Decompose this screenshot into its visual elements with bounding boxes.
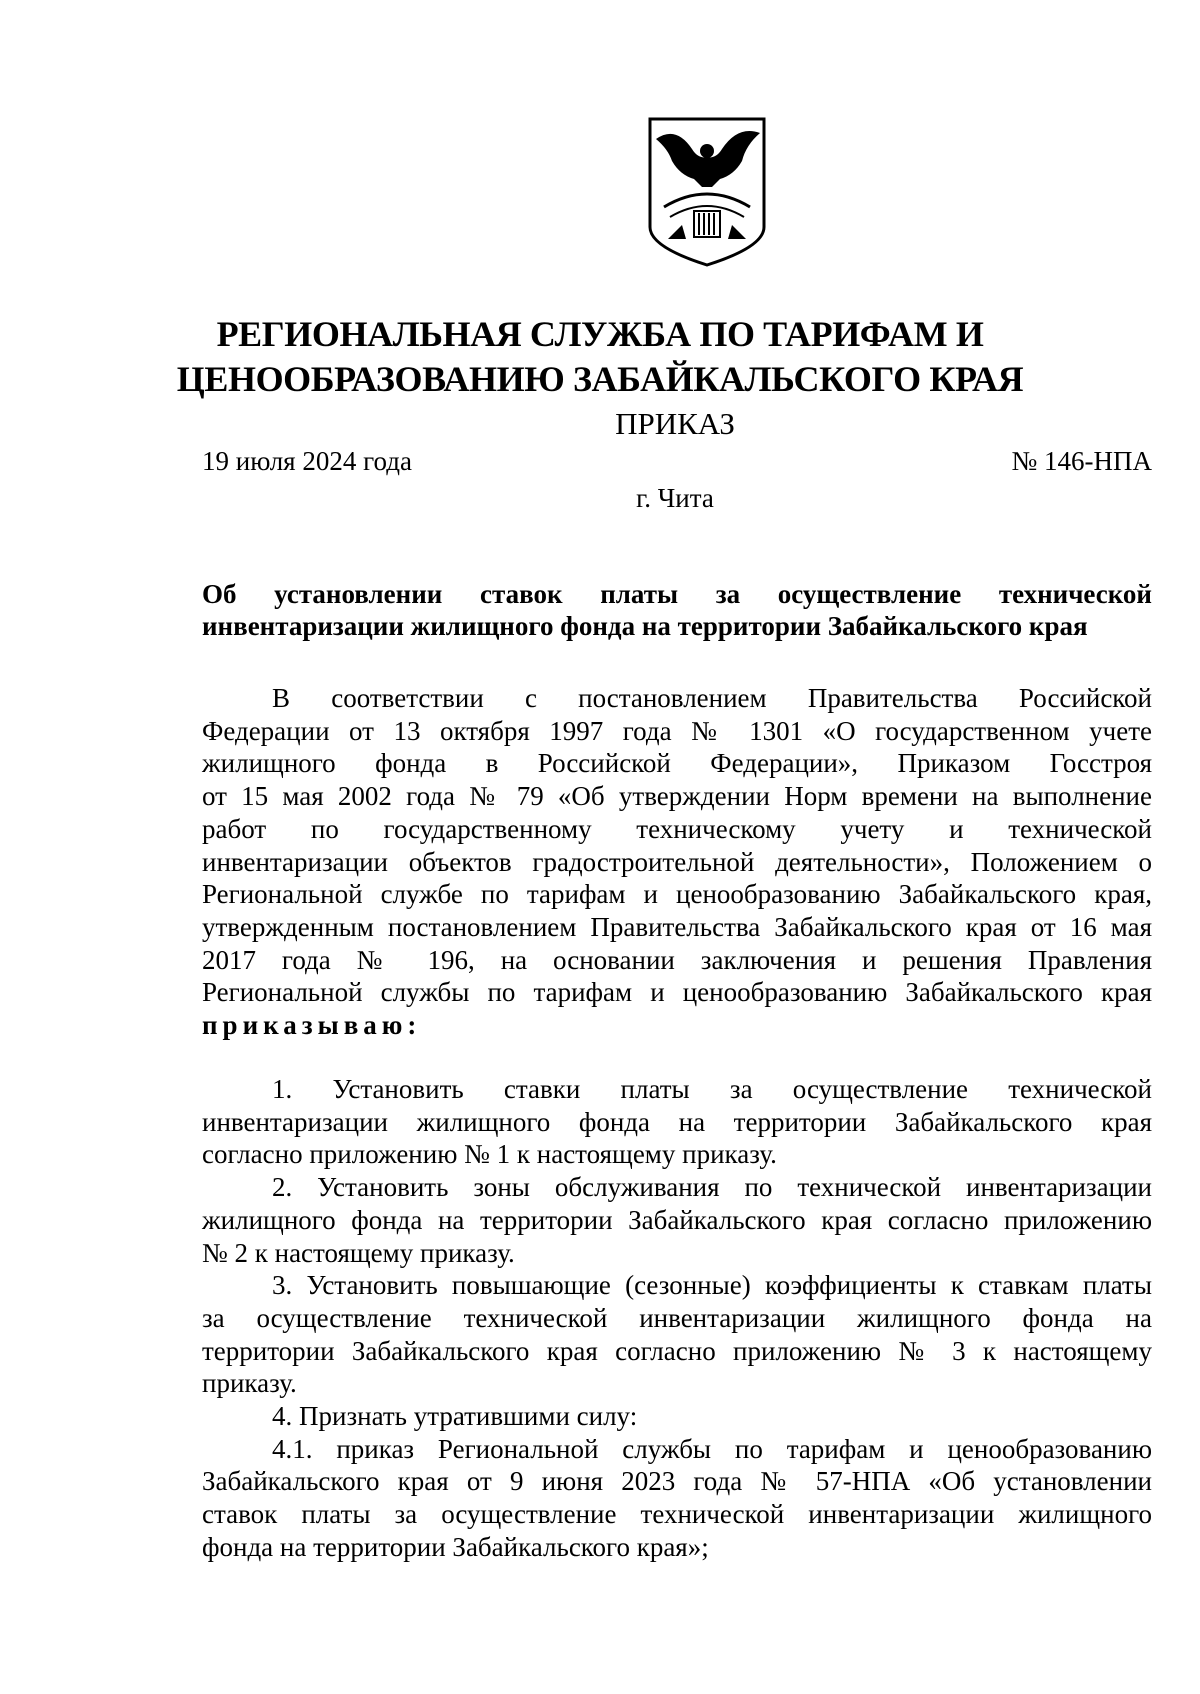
item-2-line: 2. Установить зоны обслуживания по технической инвентаризации [272,1172,1152,1203]
preamble-line: утвержденным постановлением Правительства Забайкальского края от 16 мая [202,911,1152,942]
preamble-line: Региональной службе по тарифам и ценообразованию Забайкальского края, [202,879,1152,910]
order-word: приказываю: [202,1010,422,1041]
preamble-paragraph [202,682,1152,1042]
organization-title [0,312,1200,402]
item-4-1-line: ставок платы за осуществление технической инвентаризации жилищного [202,1499,1152,1530]
document-subject [202,578,1152,642]
item-1-line: 1. Установить ставки платы за осуществление технической [272,1074,1152,1104]
item-4-1-line: фонда на территории Забайкальского края»; [202,1531,709,1562]
preamble-line: от 15 мая 2002 года № 79 «Об утверждении Норм времени на выполнение [202,781,1152,812]
preamble-line: 2017 года № 196, на основании заключения и решения Правления [202,944,1152,975]
item-3-line: приказу. [202,1368,297,1399]
item-4-line: 4. Признать утратившими силу: [272,1401,638,1432]
item-3-line: 3. Установить повышающие (сезонные) коэффициенты к ставкам платы [272,1270,1152,1301]
preamble-line: Федерации от 13 октября 1997 года № 1301 «О государственном учете [202,715,1152,746]
item-1-line: инвентаризации жилищного фонда на территории Забайкальского края [202,1106,1152,1137]
subject-line: инвентаризации жилищного фонда на территории Забайкальского края [202,611,1088,641]
preamble-line: В соответствии с постановлением Правительства Российской [272,683,1152,713]
document-city: г. Чита [636,483,714,513]
document-date: 19 июля 2024 года [202,446,412,476]
item-2-line: жилищного фонда на территории Забайкальского края согласно приложению [202,1204,1152,1235]
item-4-1-line: Забайкальского края от 9 июня 2023 года № 57-НПА «Об установлении [202,1466,1152,1497]
order-items [202,1073,1152,1564]
preamble-line: жилищного фонда в Российской Федерации», Приказом Госстроя [202,748,1152,779]
document-type: ПРИКАЗ [615,406,735,441]
item-1-line: согласно приложению № 1 к настоящему приказу. [202,1139,777,1170]
preamble-line: Региональной службы по тарифам и ценообразованию Забайкальского края [202,977,1152,1008]
preamble-line: работ по государственному техническому учету и технической [202,813,1152,844]
preamble-line: инвентаризации объектов градостроительной деятельности», Положением о [202,846,1152,877]
item-3-line: территории Забайкальского края согласно приложению № 3 к настоящему [202,1335,1152,1366]
document-number: № 146-НПА [1011,446,1152,476]
organization-title-line2: ЦЕНООБРАЗОВАНИЮ ЗАБАЙКАЛЬСКОГО КРАЯ [176,359,1024,399]
organization-title-line1: РЕГИОНАЛЬНАЯ СЛУЖБА ПО ТАРИФАМ И [216,314,984,354]
coat-of-arms-icon [646,115,768,267]
item-4-1-line: 4.1. приказ Региональной службы по тарифам и ценообразованию [272,1433,1152,1464]
subject-line: Об установлении ставок платы за осуществление технической [202,579,1152,609]
item-2-line: № 2 к настоящему приказу. [202,1237,515,1268]
item-3-line: за осуществление технической инвентаризации жилищного фонда на [202,1302,1152,1333]
